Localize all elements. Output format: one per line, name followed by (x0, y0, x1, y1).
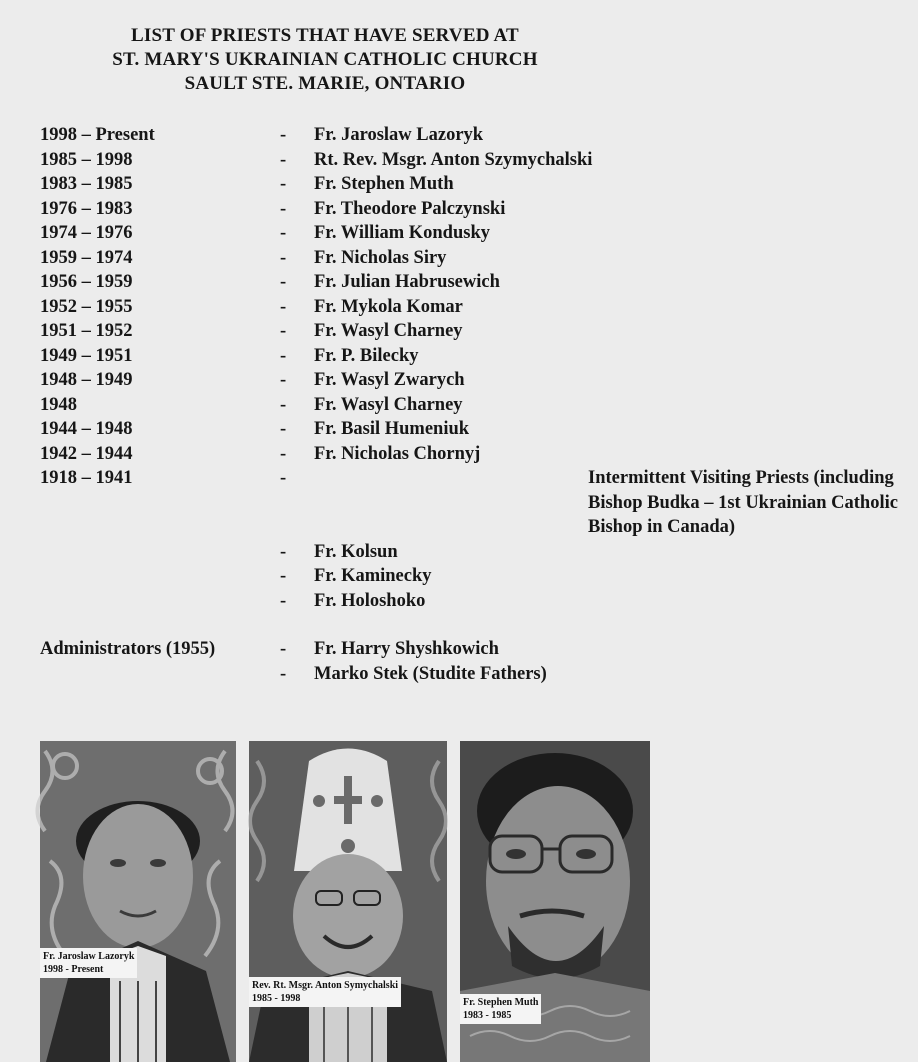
separator-dash: - (280, 370, 287, 390)
separator-dash: - (280, 321, 287, 341)
service-years: 1998 – Present (40, 125, 155, 145)
service-years: 1918 – 1941 (40, 468, 133, 488)
priest-name: Fr. Kolsun (314, 541, 398, 562)
priest-row (40, 540, 645, 565)
priest-row (40, 466, 898, 540)
service-years: 1985 – 1998 (40, 149, 133, 170)
priest-name: Fr. Kaminecky (314, 566, 432, 586)
service-years: 1948 (40, 394, 77, 415)
priest-row (40, 417, 645, 442)
administrator-name: Fr. Harry Shyshkowich (314, 639, 499, 659)
priest-name: Fr. P. Bilecky (314, 345, 419, 366)
priest-name: Fr. Nicholas Siry (314, 247, 447, 268)
service-years: 1983 – 1985 (40, 174, 133, 194)
administrator-row (40, 637, 645, 662)
photo-caption-muth (460, 994, 541, 1024)
priest-row (40, 221, 645, 246)
administrator-row (40, 662, 645, 687)
service-years: 1959 – 1974 (40, 247, 133, 268)
priest-row (40, 197, 645, 222)
portrait-photo-symychalski (249, 741, 447, 1062)
service-years: 1949 – 1951 (40, 345, 133, 366)
priest-row (40, 246, 645, 271)
service-years: 1956 – 1959 (40, 272, 133, 292)
service-years: 1976 – 1983 (40, 198, 133, 219)
separator-dash: - (280, 149, 287, 170)
photo-caption-lazoryk (40, 948, 137, 978)
separator-dash: - (280, 419, 287, 439)
title-line-3: SAULT STE. MARIE, ONTARIO (184, 73, 466, 94)
priest-name: Fr. Wasyl Charney (314, 394, 463, 415)
separator-dash: - (280, 639, 287, 659)
service-years: 1942 – 1944 (40, 443, 133, 464)
separator-dash: - (280, 296, 287, 317)
caption-years: 1983 - 1985 (463, 1010, 512, 1021)
priest-row (40, 564, 645, 589)
priest-row (40, 442, 645, 467)
separator-dash: - (280, 345, 287, 366)
priest-name: Fr. Nicholas Chornyj (314, 443, 481, 464)
service-years: 1951 – 1952 (40, 321, 133, 341)
photo-lazoryk (40, 741, 236, 1062)
separator-dash: - (280, 247, 287, 268)
caption-name: Fr. Jaroslaw Lazoryk (43, 951, 135, 962)
priest-row (40, 295, 645, 320)
separator-dash: - (280, 223, 287, 243)
caption-name: Fr. Stephen Muth (463, 997, 539, 1008)
separator-dash: - (280, 394, 287, 415)
priest-name: Intermittent Visiting Priests (including Bishop Budka – 1st Ukrainian Catholic Bishop in Canada) (588, 468, 898, 537)
title-line-2: ST. MARY'S UKRAINIAN CATHOLIC CHURCH (112, 49, 538, 70)
priest-row (40, 589, 645, 614)
priest-name: Fr. Stephen Muth (314, 174, 454, 194)
priest-row (40, 148, 645, 173)
title-line-1: LIST OF PRIESTS THAT HAVE SERVED AT (131, 25, 519, 46)
priest-name: Fr. Holoshoko (314, 590, 426, 611)
caption-years: 1985 - 1998 (252, 993, 301, 1004)
photo-muth (460, 741, 650, 1062)
priest-name: Rt. Rev. Msgr. Anton Szymychalski (314, 149, 593, 170)
priest-row (40, 123, 645, 148)
caption-name: Rev. Rt. Msgr. Anton Symychalski (252, 980, 399, 991)
priest-name: Fr. Julian Habrusewich (314, 272, 500, 292)
separator-dash: - (280, 443, 287, 464)
separator-dash: - (280, 663, 287, 684)
priest-name: Fr. Mykola Komar (314, 296, 463, 317)
priest-name: Fr. Theodore Palczynski (314, 198, 506, 219)
separator-dash: - (280, 174, 287, 194)
separator-dash: - (280, 541, 287, 562)
portrait-photo-lazoryk (40, 741, 236, 1062)
section-spacer (40, 613, 645, 637)
caption-years: 1998 - Present (43, 964, 104, 975)
separator-dash: - (280, 590, 287, 611)
photo-symychalski (249, 741, 447, 1062)
priest-row (40, 368, 645, 393)
document-title (0, 24, 650, 96)
priest-row (40, 319, 645, 344)
service-years: 1952 – 1955 (40, 296, 133, 317)
separator-dash: - (280, 198, 287, 219)
priest-row (40, 344, 645, 369)
priest-name: Fr. Wasyl Charney (314, 321, 463, 341)
priest-name: Fr. Jaroslaw Lazoryk (314, 125, 484, 145)
separator-dash: - (280, 272, 287, 292)
priest-list (40, 123, 898, 686)
administrator-name: Marko Stek (Studite Fathers) (314, 663, 547, 684)
separator-dash: - (280, 468, 287, 488)
priest-name: Fr. Wasyl Zwarych (314, 370, 465, 390)
separator-dash: - (280, 566, 287, 586)
priest-name: Fr. William Kondusky (314, 223, 490, 243)
service-years: 1948 – 1949 (40, 370, 133, 390)
priest-row (40, 270, 645, 295)
priest-row (40, 393, 645, 418)
priest-row (40, 172, 645, 197)
photo-strip (40, 741, 650, 1062)
administrator-label: Administrators (1955) (40, 639, 216, 659)
priest-name: Fr. Basil Humeniuk (314, 419, 470, 439)
photo-caption-symychalski (249, 977, 401, 1007)
separator-dash: - (280, 125, 287, 145)
service-years: 1944 – 1948 (40, 419, 133, 439)
service-years: 1974 – 1976 (40, 223, 133, 243)
